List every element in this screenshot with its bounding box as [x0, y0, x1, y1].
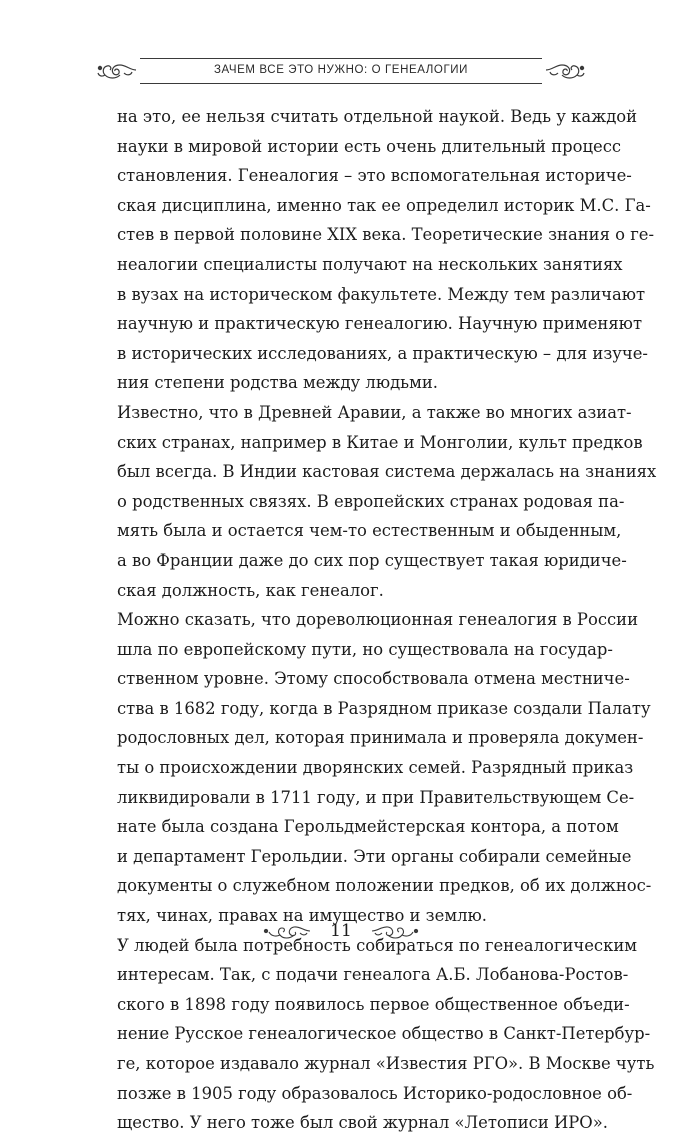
text-line: становления. Генеалогия – это вспомогательная историче- — [117, 166, 632, 186]
text-line: неалогии специалисты получают на нескольких занятиях — [117, 254, 623, 274]
text-line: ты о происхождении дворянских семей. Разрядный приказ — [117, 758, 634, 778]
text-line: науки в мировой истории есть очень длительный процесс — [117, 136, 622, 156]
text-line: ге, которое издавало журнал «Известия РГО». В Москве чуть — [117, 1054, 655, 1073]
body-text — [117, 102, 657, 1138]
text-line: ская дисциплина, именно так ее определил историк М.С. Га- — [117, 195, 651, 215]
text-line: документы о служебном положении предков, об их должнос- — [117, 876, 652, 896]
text-line: щество. У него тоже был свой журнал «Летописи ИРО». — [117, 1113, 608, 1133]
text-line: Можно сказать, что дореволюционная генеалогия в России — [117, 610, 639, 630]
text-line: мять была и остается чем-то естественным и обыденным, — [117, 521, 622, 541]
text-line: нение Русское генеалогическое общество в Санкт-Петербур- — [117, 1024, 651, 1044]
text-line: родословных дел, которая принимала и проверяла докумен- — [117, 728, 644, 748]
text-line: позже в 1905 году образовалось Историко-родословное об- — [117, 1083, 633, 1103]
text-line: интересам. Так, с подачи генеалога А.Б. Лобанова-Ростов- — [117, 965, 629, 985]
left-flourish-icon — [262, 920, 312, 942]
text-line: а во Франции даже до сих пор существует такая юридиче- — [117, 550, 627, 570]
text-line: ния степени родства между людьми. — [117, 373, 438, 393]
page-footer — [262, 914, 420, 948]
text-line: ских странах, например в Китае и Монголии, культ предков — [117, 432, 643, 452]
text-line: тях, чинах, правах на имущество и землю. — [117, 906, 487, 926]
text-line: в исторических исследованиях, а практическую – для изуче- — [117, 343, 648, 363]
text-line: ского в 1898 году появилось первое общественное объеди- — [117, 994, 630, 1014]
text-line: Известно, что в Древней Аравии, а также во многих азиат- — [117, 402, 632, 422]
text-line: У людей была потребность собираться по генеалогическим — [117, 935, 638, 955]
right-scroll-ornament-icon — [544, 55, 586, 85]
text-line: ская должность, как генеалог. — [117, 580, 384, 600]
text-line: ства в 1682 году, когда в Разрядном приказе создали Палату — [117, 698, 651, 718]
text-line: о родственных связях. В европейских странах родовая па- — [117, 491, 625, 511]
text-line: ственном уровне. Этому способствовала отмена местниче- — [117, 669, 630, 689]
text-line: стев в первой половине XIX века. Теоретические знания о ге- — [117, 225, 655, 245]
right-flourish-icon — [370, 920, 420, 942]
text-line: научную и практическую генеалогию. Научную применяют — [117, 314, 643, 334]
text-line: нате была создана Герольдмейстерская контора, а потом — [117, 817, 619, 837]
text-line: в вузах на историческом факультете. Между тем различают — [117, 284, 646, 304]
text-line: на это, ее нельзя считать отдельной наукой. Ведь у каждой — [117, 107, 638, 126]
left-scroll-ornament-icon — [96, 55, 138, 85]
page-number: 11 — [330, 921, 352, 941]
text-line: ликвидировали в 1711 году, и при Правительствующем Се- — [117, 787, 635, 807]
text-line: и департамент Герольдии. Эти органы собирали семейные — [117, 846, 632, 866]
text-line: шла по европейскому пути, но существовала на государ- — [117, 639, 613, 659]
running-header — [96, 50, 586, 90]
text-line: был всегда. В Индии кастовая система держалась на знаниях — [117, 462, 657, 482]
running-header-title: ЗАЧЕМ ВСЕ ЭТО НУЖНО: О ГЕНЕАЛОГИИ — [213, 64, 469, 76]
